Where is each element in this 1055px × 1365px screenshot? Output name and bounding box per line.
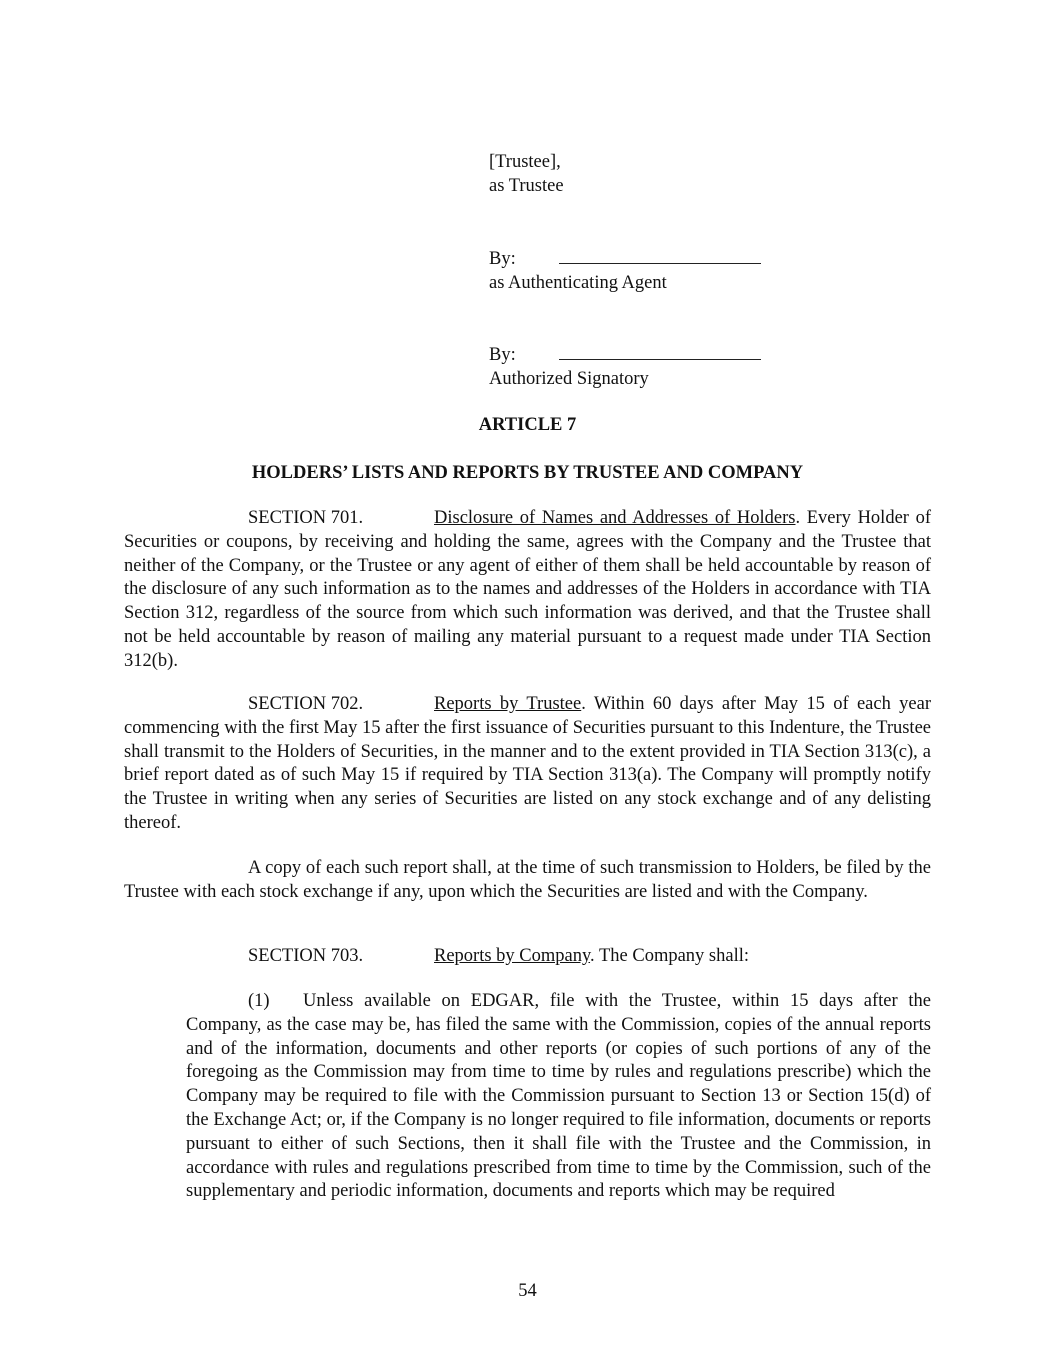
signature-line (559, 246, 761, 264)
signatory-role: Authorized Signatory (489, 368, 649, 389)
section-701-number: SECTION 701. (248, 508, 364, 528)
by-label-2: By: (489, 345, 516, 365)
trustee-name: [Trustee], (489, 152, 561, 172)
section-703-heading: Reports by Company (434, 946, 591, 966)
item-1-number: (1) (248, 991, 270, 1011)
section-702-body: . Within 60 days after May 15 of each year commencing with the first May 15 after the first issuance of Securities pursuant to this Indenture, the Trustee shall transmit to the Holders of Securities, in the manner and to the extent provided in TIA Section 313(c), a brief report dated as of such May 15 if required by TIA Section 313(a). The Company will promptly notify the Trustee in writing when any series of Securities are listed on any stock exchange and of any delisting thereof. (124, 694, 931, 833)
agent-signature-block (489, 246, 761, 296)
section-702-copy-paragraph (124, 857, 931, 905)
article-number: ARTICLE 7 (478, 415, 577, 435)
section-703 (124, 945, 931, 969)
page-number: 54 (518, 1281, 537, 1301)
section-702-number: SECTION 702. (248, 694, 364, 714)
article-title: HOLDERS’ LISTS AND REPORTS BY TRUSTEE AND COMPANY (251, 463, 804, 483)
section-701-body: . Every Holder of Securities or coupons, by receiving and holding the same, agrees with the Company and the Trustee that neither of the Company, or the Trustee or any agent of either of them shall be held accountable by reason of the disclosure of any such information as to the names and addresses of the Holders in accordance with TIA Section 312, regardless of the source from which such information was derived, and that the Trustee shall not be held accountable by reason of mailing any material pursuant to a request made under TIA Section 312(b). (124, 508, 931, 671)
section-703-item-1 (186, 990, 931, 1204)
section-703-body: . The Company shall: (590, 946, 749, 966)
item-1-body: Unless available on EDGAR, file with the Trustee, within 15 days after the Company, as the case may be, has filed the same with the Commission, copies of the annual reports and of the information, documents and other reports (or copies of such portions of any of the foregoing as the Commission may from time to time by rules and regulations prescribe) which the Company may be required to file with the Commission pursuant to Section 13 or Section 15(d) of the Exchange Act; or, if the Company is no longer required to file information, documents or reports pursuant to either of such Sections, then it shall file with the Trustee and the Commission, in accordance with rules and regulations prescribed from time to time by the Commission, such of the supplementary and periodic information, documents and reports which may be required (186, 991, 931, 1202)
by-label: By: (489, 249, 516, 269)
signatory-block (489, 342, 761, 392)
section-702 (124, 693, 931, 836)
signature-line-2 (559, 342, 761, 360)
agent-role: as Authenticating Agent (489, 272, 667, 293)
trustee-block (489, 151, 564, 199)
trustee-role: as Trustee (489, 175, 564, 196)
section-701-heading: Disclosure of Names and Addresses of Holders (434, 508, 796, 528)
section-701 (124, 507, 931, 674)
section-702-copy-text: A copy of each such report shall, at the time of such transmission to Holders, be filed by the Trustee with each stock exchange if any, upon which the Securities are listed and with the Company. (124, 858, 931, 902)
section-702-heading: Reports by Trustee (434, 694, 582, 714)
section-703-number: SECTION 703. (248, 946, 364, 966)
